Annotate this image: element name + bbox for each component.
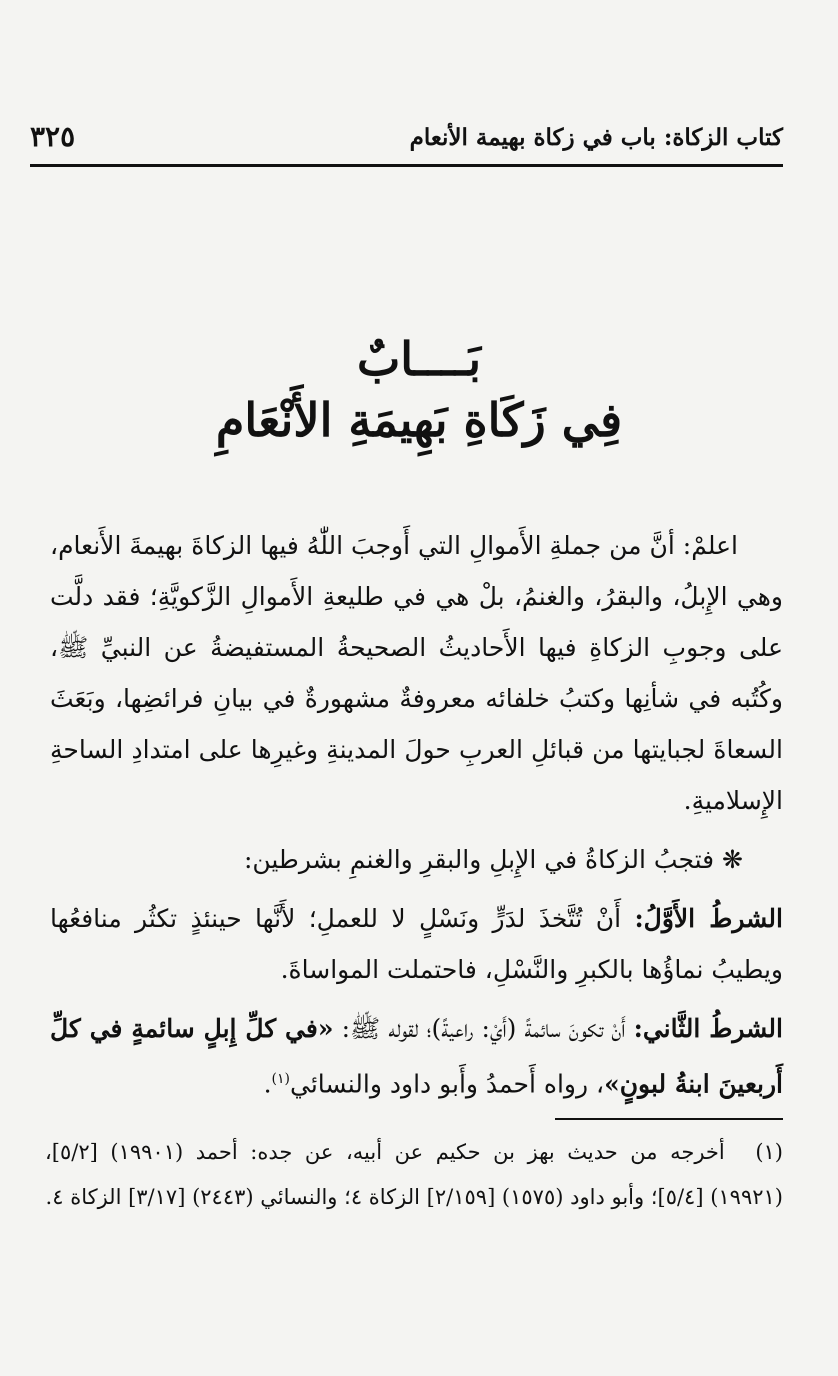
body-text (50, 520, 783, 1117)
condition-second-source: ، رواه أَحمدُ وأَبو داود والنسائي (290, 1069, 605, 1099)
chapter-label: بَــــابٌ (356, 332, 482, 386)
chapter-title: فِي زَكَاةِ بَهِيمَةِ الأَنْعَامِ (215, 393, 623, 447)
condition-first-text: أَنْ تُتَّخذَ لدَرٍّ ونَسْلٍ لا للعملِ؛ لأَنَّها حينئذٍ تكثُر منافعُها ويطيبُ نماؤُها بالكبرِ والنَّسْلِ، فاحتملت المواساةَ. (50, 904, 783, 984)
intro-paragraph: اعلمْ: أنَّ من جملةِ الأَموالِ التي أَوجبَ اللّٰهُ فيها الزكاةَ بهيمةَ الأَنعام، وهي الإِبلُ، والبقرُ، والغنمُ، بلْ هي في طليعةِ الأَموالِ الزَّكويَّةِ؛ فقد دلَّت على وجوبِ الزكاةِ فيها الأَحاديثُ الصحيحةُ المستفيضةُ عن النبيِّ ﷺ، وكُتُبه في شأنِها وكتبُ خلفائه معروفةٌ مشهورةٌ في بيانِ فرائضِها، وبَعَثَ السعاةَ لجبايتها من قبائلِ العربِ حولَ المدينةِ وغيرِها على امتدادِ الساحةِ الإِسلاميةِ. (50, 531, 783, 815)
condition-second (50, 1003, 783, 1109)
running-header (30, 120, 783, 167)
condition-second-lead: الشرطُ الثَّاني: (633, 1014, 783, 1043)
footnote-text: أخرجه من حديث بهز بن حكيم عن أبيه، عن جده: أحمد (١٩٩٠١) [٥/٢]، (١٩٩٢١) [٥/٤]؛ وأبو داود (١٥٧٥) [٢/١٥٩] الزكاة ٤؛ والنسائي (٢٤٤٣) [٣/١٧] الزكاة ٤. (45, 1140, 783, 1209)
condition-first (50, 893, 783, 995)
footnote-divider (555, 1118, 783, 1120)
chapter-heading (0, 330, 838, 452)
conditions-intro: ❋ فتجبُ الزكاةُ في الإِبلِ والبقرِ والغنمِ بشرطين: (243, 845, 743, 874)
footnotes (45, 1130, 783, 1220)
condition-second-text: أَنْ تكونَ سائمةً (أَيْ: راعيةً)؛ لقوله ﷺ: (341, 1014, 626, 1043)
header-title: كتاب الزكاة: باب في زكاة بهيمة الأنعام (409, 124, 783, 151)
hadith-quote: «في كلِّ إِبلٍ سائمةٍ في كلِّ أَربعينَ ابنةُ لبونٍ» (50, 1014, 783, 1099)
footnote-marker: (١) (755, 1140, 783, 1164)
condition-second-end: . (263, 1069, 272, 1099)
page-number: ٣٢٥ (30, 120, 76, 153)
footnote-1 (45, 1130, 783, 1220)
condition-first-lead: الشرطُ الأَوَّلُ: (634, 904, 783, 933)
footnote-reference: (١) (271, 1071, 291, 1087)
